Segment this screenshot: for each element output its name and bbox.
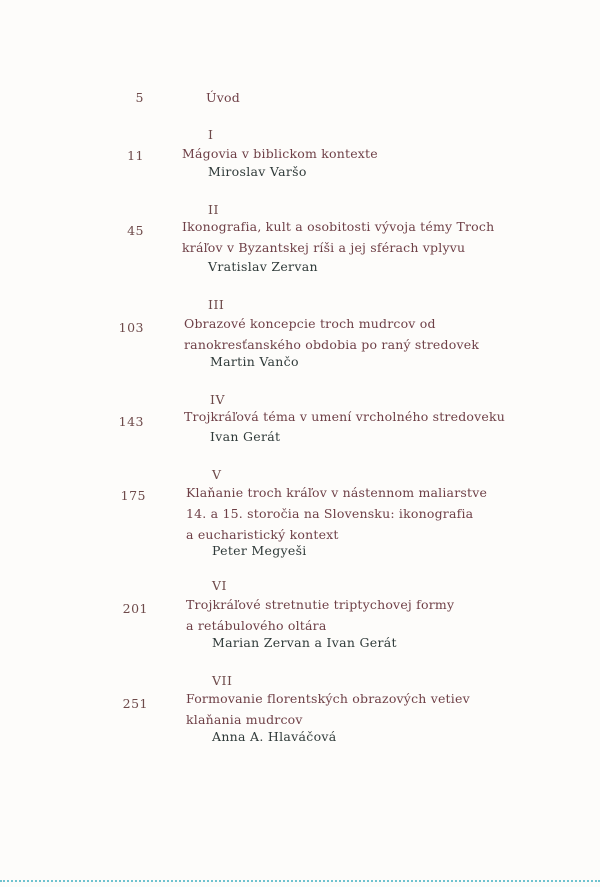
page-number: 143: [118, 414, 144, 429]
chapter-author: Miroslav Varšo: [208, 164, 307, 179]
chapter-author: Peter Megyeši: [212, 543, 307, 558]
page-number: 251: [122, 696, 148, 711]
chapter-title: Mágovia v biblickom kontexte: [182, 146, 378, 161]
chapter-title: Formovanie florentských obrazových vetiev klaňania mudrcov: [186, 691, 470, 727]
page-number: 45: [127, 223, 144, 238]
chapter-title: Obrazové koncepcie troch mudrcov od ranokresťanského obdobia po raný stredovek: [184, 316, 480, 352]
intro-title: Úvod: [206, 90, 240, 105]
chapter-author: Vratislav Zervan: [208, 259, 318, 274]
chapter-author: Ivan Gerát: [210, 429, 281, 444]
chapter-roman: V: [212, 467, 222, 482]
chapter-title: Klaňanie troch kráľov v nástennom maliarstve 14. a 15. storočia na Slovensku: ikonografia a eucharistický kontext: [186, 485, 488, 542]
chapter-roman: IV: [210, 392, 225, 407]
bottom-dotted-rule: [0, 880, 600, 882]
chapter-title: Trojkráľová téma v umení vrcholného stredoveku: [184, 409, 506, 424]
chapter-title: Ikonografia, kult a osobitosti vývoja témy Troch kráľov v Byzantskej ríši a jej sférach vplyvu: [182, 219, 495, 255]
page-number: 175: [120, 488, 146, 503]
page-number: 5: [135, 90, 144, 105]
chapter-roman: III: [208, 297, 225, 312]
chapter-author: Anna A. Hlaváčová: [212, 729, 337, 744]
chapter-roman: I: [208, 127, 214, 142]
chapter-title: Trojkráľové stretnutie triptychovej formy a retábulového oltára: [186, 597, 455, 633]
chapter-author: Martin Vančo: [210, 354, 299, 369]
chapter-roman: VII: [212, 673, 233, 688]
chapter-author: Marian Zervan a Ivan Gerát: [212, 635, 397, 650]
chapter-roman: II: [208, 202, 219, 217]
page-number: 11: [127, 148, 144, 163]
page-number: 201: [122, 601, 148, 616]
chapter-roman: VI: [212, 578, 227, 593]
page-number: 103: [118, 320, 144, 335]
